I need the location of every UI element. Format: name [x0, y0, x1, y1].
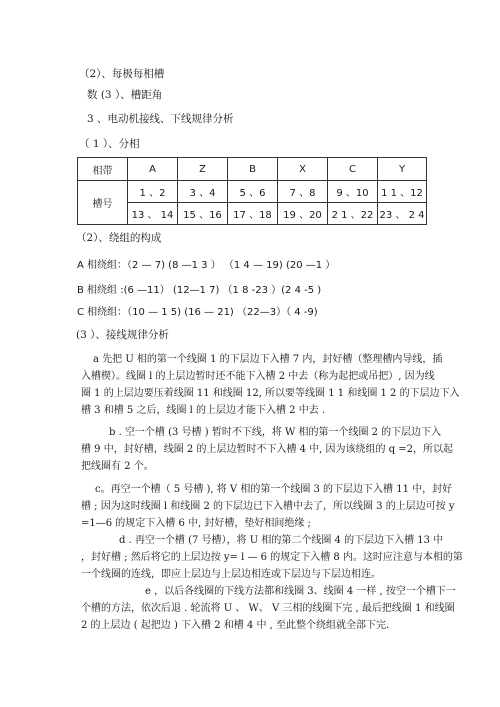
- table-cell: 19 、20: [278, 203, 328, 225]
- phase-slot-table: [77, 157, 427, 225]
- paragraph-line: b . 空一个槽 (3 号槽 ) 暂时不下线，将 W 相的第一个线圈 2 的下层边下入: [109, 427, 442, 438]
- table-cell: 1 1 、12: [378, 181, 427, 203]
- table-row: [78, 181, 427, 203]
- table-header-cell: B: [228, 158, 278, 181]
- paragraph-a: [81, 351, 460, 419]
- table-row-label: 槽号: [78, 181, 128, 225]
- table-header-cell: 相带: [78, 158, 128, 181]
- table-header-cell: Z: [178, 158, 228, 181]
- heading-slot-pitch: 数 (3 ）、槽距角: [87, 89, 163, 101]
- table-cell: 7 、8: [278, 181, 328, 203]
- paragraph-e: [81, 583, 456, 634]
- paragraph-line: 槽 9 中，封好槽，线圈 2 的上层边暂时不下入槽 4 中, 因为该绕组的 q =2，所以起: [81, 444, 454, 455]
- table-cell: 17 、18: [228, 203, 278, 225]
- paragraph-line: 槽 ; 因为这时线圈 l 和线圈 2 的下层边已下入槽中去了，所以线圈 3 的上层边可按 y: [81, 501, 455, 512]
- phase-b-winding: B 相绕组 :(6 —11） (12—1 7) （1 8 -23 ）(2 4 -5 ): [77, 285, 322, 296]
- table-cell: 1 、2: [128, 181, 178, 203]
- phase-a-winding: A 相绕组：（2 — 7) (8 —1 3 ） （1 4 — 19) (20 —1 ）: [77, 260, 336, 271]
- table-cell: 9 、10: [328, 181, 378, 203]
- paragraph-line: e ，以后各线圈的下线方法都和线圈 3、线圈 4 一样 , 按空一个槽下一: [145, 586, 456, 597]
- paragraph-line: 个槽的方法，依次后退 . 轮流将 U 、 W、 V 三相的线圈下完 , 最后把线圈 1 和线圈: [81, 603, 455, 614]
- heading-wiring-analysis: 3 、电动机接线、下线规律分析: [87, 113, 234, 125]
- table-header-row: [78, 158, 427, 181]
- paragraph-line: 一个线圈的连线，即应上层边与上层边相连或下层边与下层边相连。: [81, 569, 381, 580]
- paragraph-line: ，封好槽 ; 然后将它的上层边按 y= l — 6 的规定下入槽 8 内。这时应注意与本相的第: [81, 552, 463, 563]
- table-cell: 13 、 14: [128, 203, 178, 225]
- heading-slots-per-pole: （2）、每极每相槽: [79, 68, 165, 80]
- table-cell: 15 、16: [178, 203, 228, 225]
- paragraph-c: [81, 481, 455, 532]
- paragraph-line: 2 的上层边 ( 起把边 ) 下入槽 2 和槽 4 中 , 至此整个绕组就全部下完.: [81, 620, 390, 631]
- paragraph-line: =1—6 的规定下入槽 6 中, 封好槽，垫好相间绝缘 ;: [81, 518, 311, 529]
- paragraph-line: d . 再空一个槽 (7 号槽），将 U 相的第二个线圈 4 的下层边下入槽 13 中: [119, 535, 444, 546]
- paragraph-line: 槽 3 和槽 5 之后，线圈 l 的上层边才能下入槽 2 中去 .: [81, 405, 326, 416]
- paragraph-b: [81, 424, 453, 475]
- table-header-cell: X: [278, 158, 328, 181]
- paragraph-line: 圈 1 的上层边要压着线圈 11 和线圈 12, 所以要等线圈 1 1 和线圈 1 2 的下层边下入: [81, 388, 460, 399]
- table-header-cell: A: [128, 158, 178, 181]
- table-cell: 23 、 2 4: [378, 203, 427, 225]
- heading-phase-division: （ 1 ）、分相: [79, 138, 140, 150]
- heading-wiring-rule-analysis: (3 ）、接线规律分析: [76, 329, 169, 341]
- table-header-cell: Y: [378, 158, 427, 181]
- table-header-cell: C: [328, 158, 378, 181]
- table-cell: 2 1 、22: [328, 203, 378, 225]
- phase-c-winding: C 相绕组：（10 — 1 5) (16 — 21) （22—3）（ 4 -9): [77, 307, 318, 318]
- paragraph-line: 入槽楔）。线圈 l 的上层边暂时还不能下入槽 2 中去（称为起把或吊把）, 因为线: [81, 371, 435, 382]
- paragraph-line: a 先把 U 相的第一个线圈 1 的下层边下入槽 7 内，封好槽（整理槽内导线，插: [93, 354, 443, 365]
- table-row: [78, 203, 427, 225]
- paragraph-line: 把线圈有 2 个。: [81, 461, 154, 472]
- heading-winding-composition: （2）、绕组的构成: [76, 232, 162, 244]
- table-cell: 3 、4: [178, 181, 228, 203]
- paragraph-d: [81, 532, 463, 583]
- table-cell: 5 、6: [228, 181, 278, 203]
- paragraph-line: c。再空一个槽（ 5 号槽 ), 将 V 相的第一个线圈 3 的下层边下入槽 11 中，封好: [95, 484, 453, 495]
